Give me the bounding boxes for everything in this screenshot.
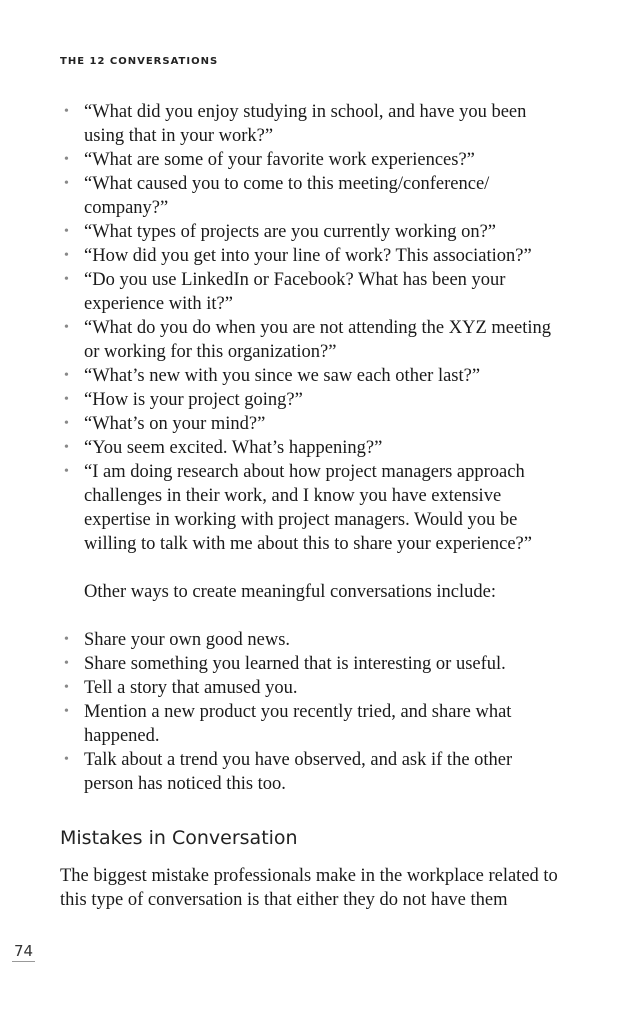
- running-head: THE 12 CONVERSATIONS: [60, 56, 219, 67]
- list-item: • “Do you use LinkedIn or Facebook? What has been your experience with it?”: [60, 268, 565, 316]
- other-ways-intro: Other ways to create meaningful conversations include:: [84, 582, 496, 602]
- list-item: • “What did you enjoy studying in school, and have you been using that in your work?”: [60, 100, 565, 148]
- other-ways-list: [60, 628, 565, 796]
- list-item: • “I am doing research about how project managers approach challenges in their work, and I know you have extensive expertise in working with project managers. Would you be willing to talk with me about this to share your experience?”: [60, 460, 565, 556]
- list-item: • “What caused you to come to this meeting/conference/ company?”: [60, 172, 565, 220]
- section-heading: Mistakes in Conversation: [60, 827, 298, 849]
- list-item: • “What’s on your mind?”: [60, 412, 565, 436]
- list-item: • “You seem excited. What’s happening?”: [60, 436, 565, 460]
- list-item: • “What’s new with you since we saw each other last?”: [60, 364, 565, 388]
- list-item: • “What types of projects are you currently working on?”: [60, 220, 565, 244]
- list-item: • “How is your project going?”: [60, 388, 565, 412]
- question-list: [60, 100, 565, 556]
- list-item: • Tell a story that amused you.: [60, 676, 565, 700]
- list-item: • Mention a new product you recently tried, and share what happened.: [60, 700, 565, 748]
- list-item: • “What do you do when you are not attending the XYZ meeting or working for this organization?”: [60, 316, 565, 364]
- list-item: • Share your own good news.: [60, 628, 565, 652]
- list-item: • “What are some of your favorite work experiences?”: [60, 148, 565, 172]
- list-item: • Talk about a trend you have observed, and ask if the other person has noticed this too.: [60, 748, 565, 796]
- list-item: • Share something you learned that is interesting or useful.: [60, 652, 565, 676]
- list-item: • “How did you get into your line of work? This association?”: [60, 244, 565, 268]
- page-number: 74: [14, 942, 34, 960]
- page-content: [60, 100, 565, 912]
- body-paragraph: The biggest mistake professionals make in the workplace related to this type of conversation is that either they do not have them: [60, 866, 558, 910]
